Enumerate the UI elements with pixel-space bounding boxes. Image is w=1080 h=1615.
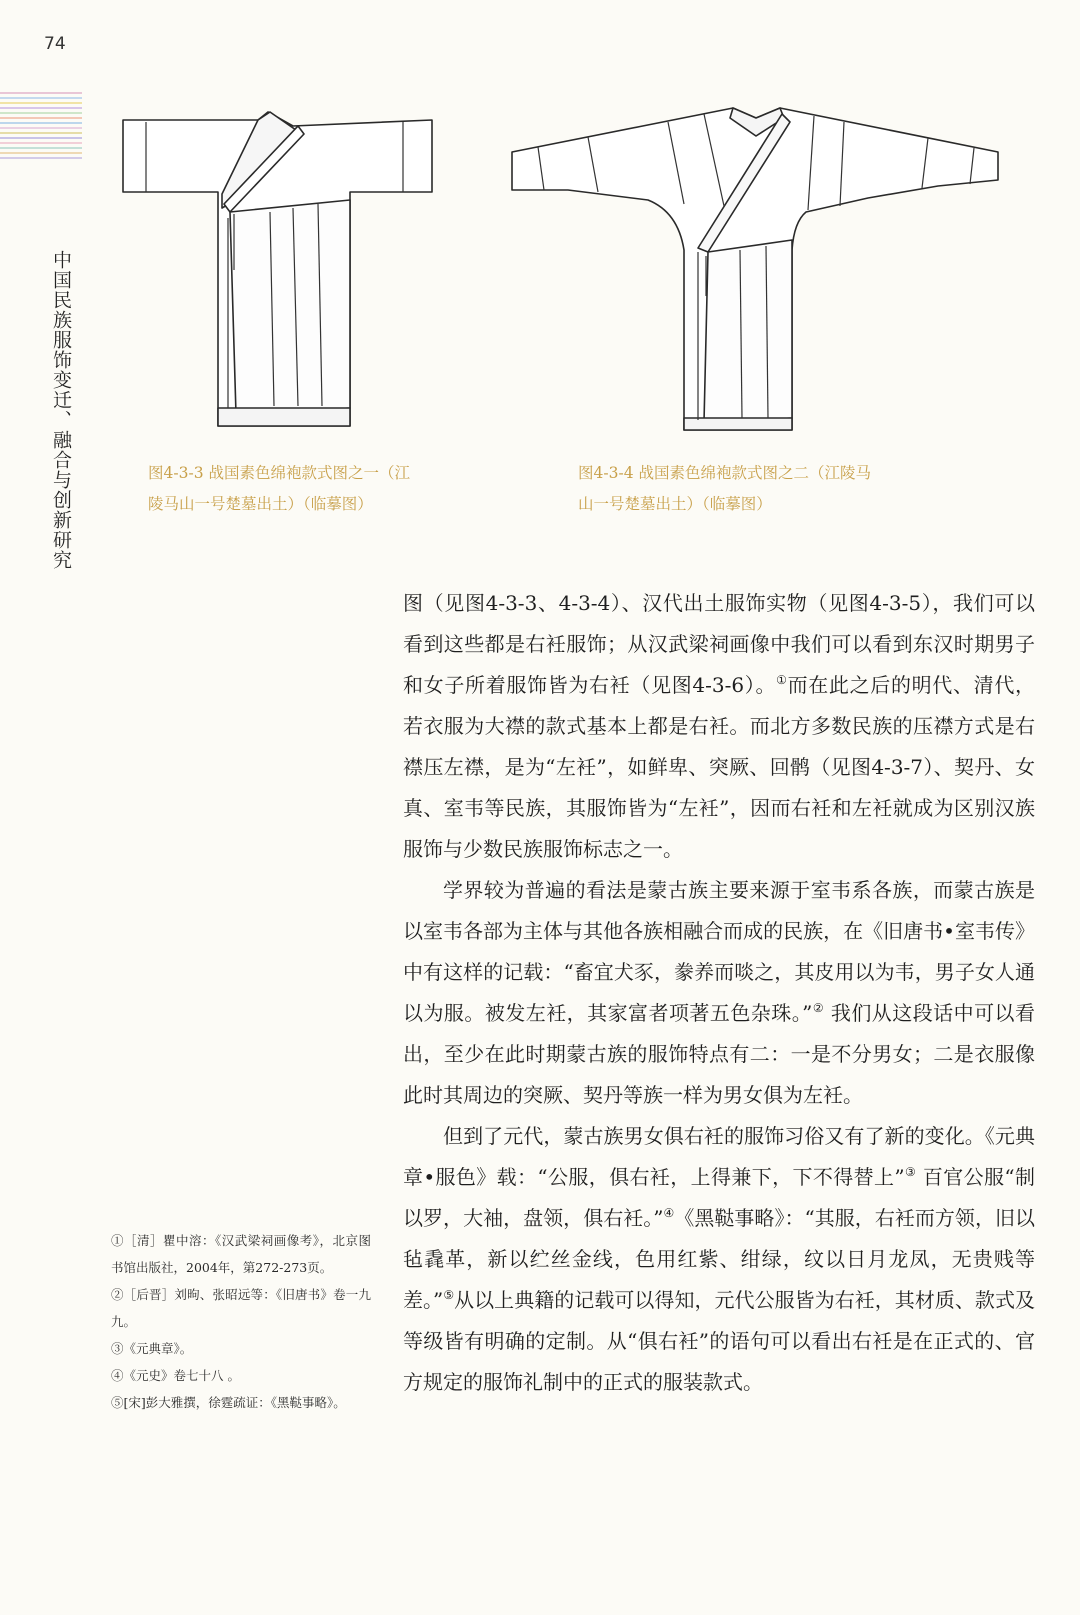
footnote-3: ③《元典章》。 [111, 1341, 193, 1356]
stripe-line [0, 92, 82, 94]
stripe-line [0, 102, 82, 104]
footnote-ref-1: ① [776, 673, 788, 687]
footnote-4: ④《元史》卷七十八 。 [111, 1368, 240, 1383]
stripe-line [0, 117, 82, 119]
paragraph-3: 但到了元代，蒙古族男女俱右衽的服饰习俗又有了新的变化。《元典章•服色》载：“公服，俱右衽，上得兼下，下不得替上”③ 百官公服“制以罗，大袖，盘领，俱右衽。”④《黑鞑事略》：“其服，右衽而方领，旧以毡毳革，新以纻丝金线，色用红紫、绀绿，纹以日月龙凤，无贵贱等差。”⑤从以上典籍的记载可以得知，元代公服皆为右衽，其材质、款式及等级皆有明确的定制。从“俱右衽”的语句可以看出右衽是在正式的、官方规定的服饰礼制中的正式的服装款式。 [403, 1124, 1035, 1394]
footnote-ref-4: ④ [663, 1206, 675, 1220]
figure-4-3-4-caption: 图4-3-4 战国素色绵袍款式图之二（江陵马 山一号楚墓出土）（临摹图） [578, 464, 871, 513]
footnote-ref-5: ⑤ [443, 1288, 455, 1302]
figure-4-3-3 [118, 108, 438, 438]
footnote-5: ⑤[宋]彭大雅撰，徐霆疏证：《黑鞑事略》。 [111, 1395, 346, 1410]
body-text [403, 583, 1035, 1403]
stripe-line [0, 142, 82, 144]
stripe-line [0, 107, 82, 109]
figure-4-3-4 [508, 100, 1002, 440]
stripe-line [0, 157, 82, 159]
series-title: 中国民族服饰变迁、融合与创新研究 [50, 250, 72, 570]
footnote-ref-3: ③ [904, 1165, 917, 1179]
stripe-line [0, 112, 82, 114]
paragraph-1: 图（见图4-3-3、4-3-4）、汉代出土服饰实物（见图4-3-5），我们可以看到这些都是右衽服饰；从汉武梁祠画像中我们可以看到东汉时期男子和女子所着服饰皆为右衽（见图4-3-6）。①而在此之后的明代、清代，若衣服为大襟的款式基本上都是右衽。而北方多数民族的压襟方式是右襟压左襟，是为“左衽”，如鲜卑、突厥、回鹘（见图4-3-7）、契丹、女真、室韦等民族，其服饰皆为“左衽”，因而右衽和左衽就成为区别汉族服饰与少数民族服饰标志之一。 [403, 591, 1035, 861]
paragraph-2: 学界较为普遍的看法是蒙古族主要来源于室韦系各族，而蒙古族是以室韦各部为主体与其他各族相融合而成的民族，在《旧唐书•室韦传》中有这样的记载：“畜宜犬豕，豢养而啖之，其皮用以为韦，男子女人通以为服。被发左衽，其家富者项著五色杂珠。”② 我们从这段话中可以看出，至少在此时期蒙古族的服饰特点有二：一是不分男女；二是衣服像此时其周边的突厥、契丹等族一样为男女俱为左衽。 [403, 878, 1035, 1107]
robe-drawing-2 [508, 100, 1002, 440]
stripe-line [0, 137, 82, 139]
footnotes [111, 1227, 371, 1416]
stripe-line [0, 127, 82, 129]
stripe-line [0, 147, 82, 149]
figure-4-3-3-caption: 图4-3-3 战国素色绵袍款式图之一（江 陵马山一号楚墓出土）（临摹图） [148, 464, 410, 513]
footnote-ref-2: ② [812, 1001, 825, 1015]
page-number: 74 [44, 34, 66, 54]
stripe-line [0, 152, 82, 154]
stripe-line [0, 132, 82, 134]
robe-drawing-1 [118, 108, 438, 438]
stripe-line [0, 97, 82, 99]
decorative-stripes [0, 92, 82, 162]
footnote-2: ②［后晋］刘昫、张昭远等：《旧唐书》卷一九九。 [111, 1287, 371, 1329]
stripe-line [0, 122, 82, 124]
footnote-1: ①［清］瞿中溶：《汉武梁祠画像考》，北京图书馆出版社，2004年，第272-273页。 [111, 1233, 371, 1275]
